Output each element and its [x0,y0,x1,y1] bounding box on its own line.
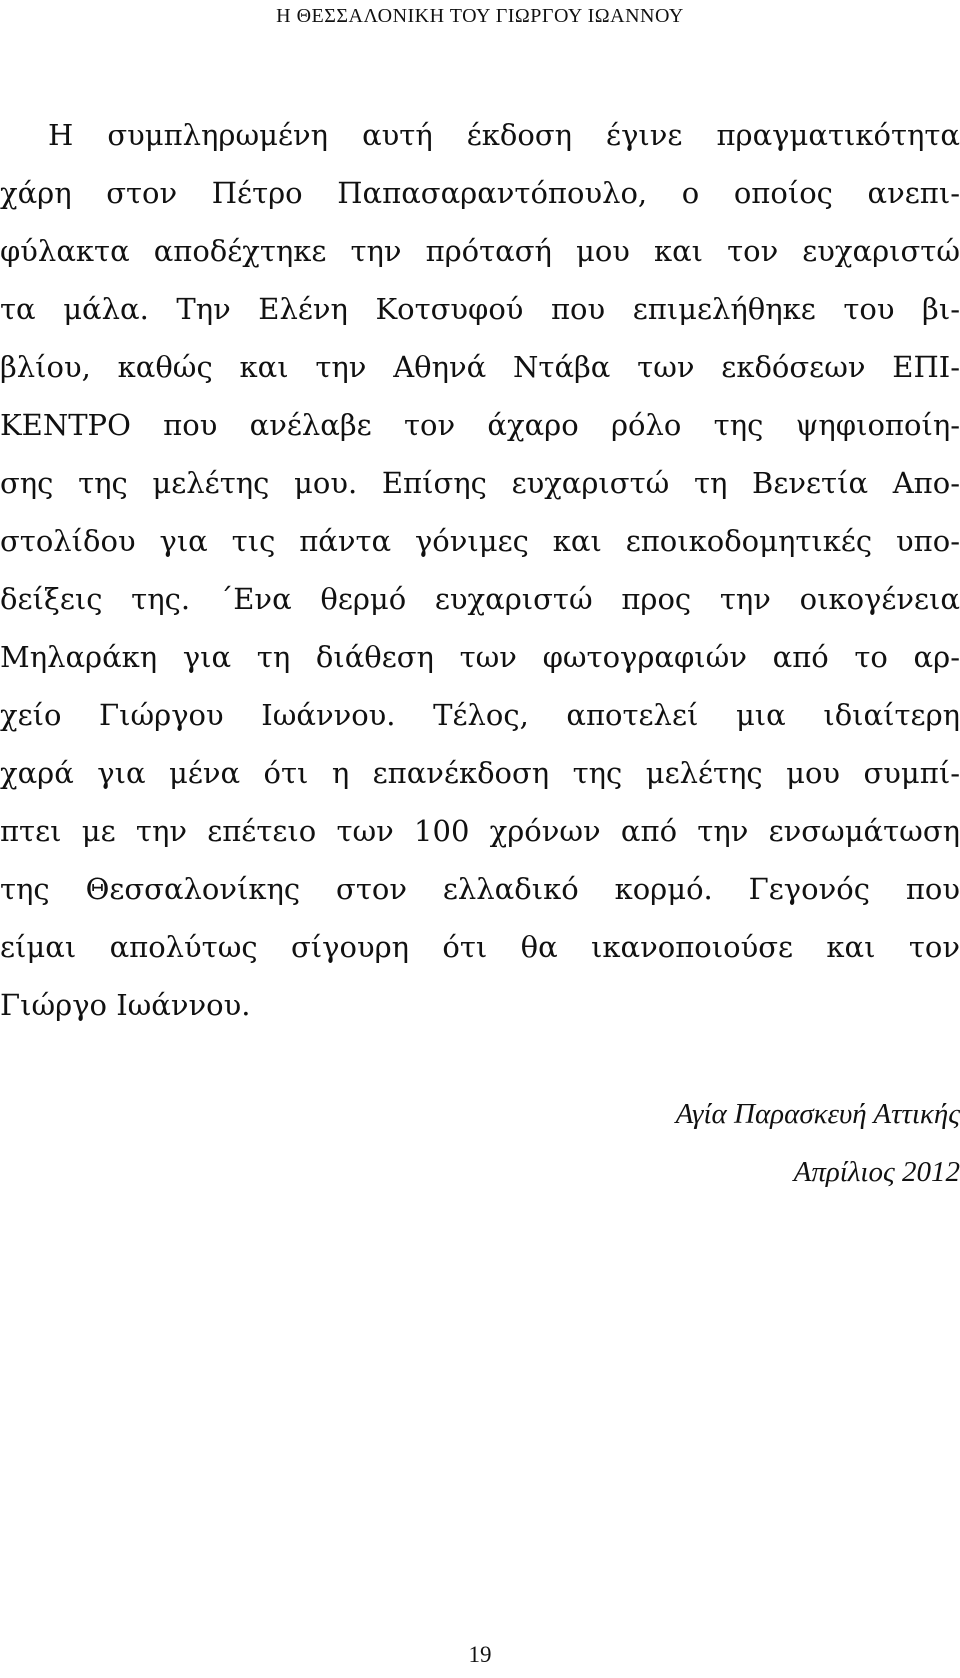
paragraph-line: στολίδου για τις πάντα γόνιμες και εποικοδομητικές υπο- [0,524,960,558]
paragraph-line: δείξεις της. ΄Ενα θερμό ευχαριστώ προς την οικογένεια [0,582,960,616]
running-header: Η ΘΕΣΣΑΛΟΝΙΚΗ ΤΟΥ ΓΙΩΡΓΟΥ ΙΩΑΝΝΟΥ [276,5,684,27]
acknowledgements-paragraph [0,106,960,1034]
signature-block [676,1085,960,1201]
page-number: 19 [468,1642,492,1667]
paragraph-line: Γιώργο Ιωάννου. [0,988,251,1022]
paragraph-line: ΚΕΝΤΡΟ που ανέλαβε τον άχαρο ρόλο της ψηφιοποίη- [0,408,960,442]
paragraph-line: Η συμπληρωμένη αυτή έκδοση έγινε πραγματικότητα [48,118,960,152]
paragraph-line: της Θεσσαλονίκης στον ελλαδικό κορμό. Γεγονός που [0,872,960,906]
signature-date: Απρίλιος 2012 [793,1156,960,1188]
paragraph-line: χάρη στον Πέτρο Παπασαραντόπουλο, ο οποίος ανεπι- [0,176,960,210]
signature-place: Αγία Παρασκευή Αττικής [675,1098,960,1130]
paragraph-line: φύλακτα αποδέχτηκε την πρότασή μου και τον ευχαριστώ [0,234,960,268]
paragraph-line: πτει με την επέτειο των 100 χρόνων από την ενσωμάτωση [0,814,960,848]
paragraph-line: τα μάλα. Την Ελένη Κοτσυφού που επιμελήθηκε του βι- [0,292,960,326]
paragraph-line: βλίου, καθώς και την Αθηνά Ντάβα των εκδόσεων ΕΠΙ- [0,350,960,384]
paragraph-line: είμαι απολύτως σίγουρη ότι θα ικανοποιούσε και τον [0,930,960,964]
paragraph-line: σης της μελέτης μου. Επίσης ευχαριστώ τη Βενετία Απο- [0,466,960,500]
paragraph-line: Μηλαράκη για τη διάθεση των φωτογραφιών από το αρ- [0,640,960,674]
paragraph-line: χαρά για μένα ότι η επανέκδοση της μελέτης μου συμπί- [0,756,960,790]
paragraph-line: χείο Γιώργου Ιωάννου. Τέλος, αποτελεί μια ιδιαίτερη [0,698,960,732]
